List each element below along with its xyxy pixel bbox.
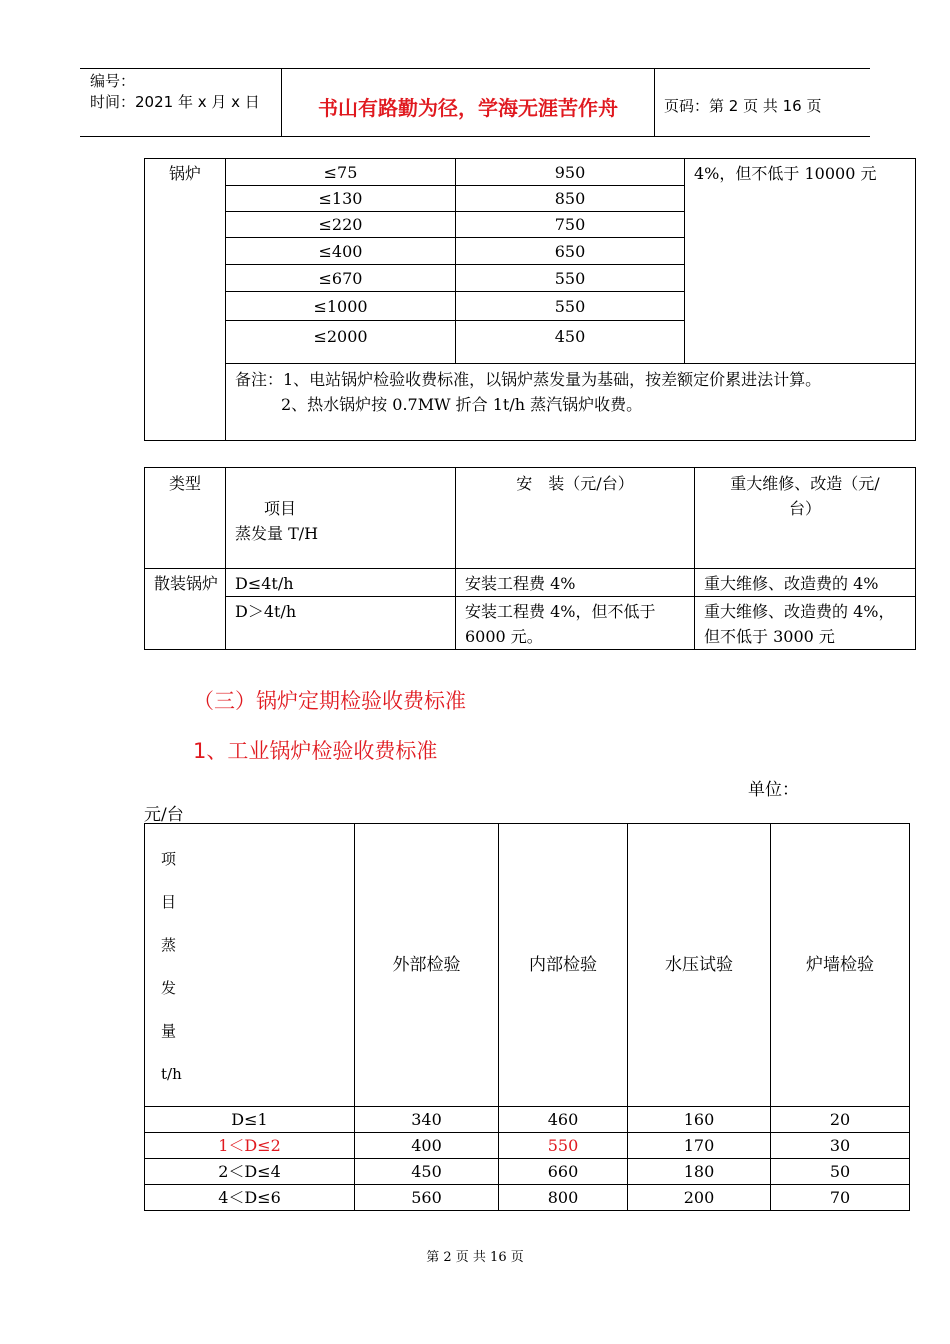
header-divider-right bbox=[654, 68, 655, 136]
table2-range: D＞4t/h bbox=[226, 597, 456, 650]
table2-header-type: 类型 bbox=[145, 468, 226, 569]
table2-repair: 重大维修、改造费的 4% bbox=[695, 569, 916, 597]
table1-capacity: ≤670 bbox=[226, 265, 456, 292]
table2-category: 散装锅炉 bbox=[145, 569, 226, 650]
table1-fee: 450 bbox=[456, 321, 685, 364]
table1-fee: 950 bbox=[456, 159, 685, 186]
bulk-boiler-fee-table bbox=[144, 467, 916, 650]
power-station-boiler-fee-table bbox=[144, 158, 916, 441]
table3-cell: 180 bbox=[628, 1159, 771, 1185]
table1-fee: 750 bbox=[456, 212, 685, 238]
table2-header-install: 安 装（元/台） bbox=[456, 468, 695, 569]
section-title: （三）锅炉定期检验收费标准 bbox=[193, 689, 466, 713]
table2-install: 安装工程费 4% bbox=[456, 569, 695, 597]
table3-col-hydro: 水压试验 bbox=[628, 824, 771, 1107]
table3-header-char: 蒸 bbox=[161, 936, 177, 954]
table3-cell: 50 bbox=[771, 1159, 910, 1185]
table3-col-external: 外部检验 bbox=[355, 824, 499, 1107]
table3-cell: 400 bbox=[355, 1133, 499, 1159]
table2-header-repair: 重大维修、改造（元/台） bbox=[695, 468, 916, 569]
table1-capacity: ≤400 bbox=[226, 238, 456, 265]
table1-category: 锅炉 bbox=[145, 159, 226, 441]
table3-cell: 70 bbox=[771, 1185, 910, 1211]
table1-capacity: ≤130 bbox=[226, 186, 456, 212]
table3-header-char: 项 bbox=[161, 850, 177, 868]
table1-rate: 4%，但不低于 10000 元 bbox=[685, 159, 916, 364]
table2-install: 安装工程费 4%，但不低于 6000 元。 bbox=[456, 597, 695, 650]
header-page-label: 页码：第 2 页 共 16 页 bbox=[664, 97, 822, 115]
table1-fee: 650 bbox=[456, 238, 685, 265]
table1-note-line2: 2、热水锅炉按 0.7MW 折合 1t/h 蒸汽锅炉收费。 bbox=[281, 395, 643, 414]
table2-repair: 重大维修、改造费的 4%，但不低于 3000 元 bbox=[695, 597, 916, 650]
header-bottom-rule bbox=[80, 136, 870, 137]
table3-cell: 30 bbox=[771, 1133, 910, 1159]
table1-fee: 550 bbox=[456, 292, 685, 321]
table1-fee: 550 bbox=[456, 265, 685, 292]
page-footer: 第 2 页 共 16 页 bbox=[426, 1250, 524, 1265]
table1-capacity: ≤1000 bbox=[226, 292, 456, 321]
table3-range: 4＜D≤6 bbox=[145, 1185, 355, 1211]
header-number-label: 编号： bbox=[90, 72, 136, 90]
table3-cell: 460 bbox=[499, 1107, 628, 1133]
table3-cell: 170 bbox=[628, 1133, 771, 1159]
table2-range: D≤4t/h bbox=[226, 569, 456, 597]
unit-label: 单位： bbox=[748, 780, 799, 800]
subsection-title: 1、工业锅炉检验收费标准 bbox=[193, 739, 438, 763]
header-motto: 书山有路勤为径，学海无涯苦作舟 bbox=[318, 96, 618, 120]
table3-cell: 450 bbox=[355, 1159, 499, 1185]
table3-cell: 340 bbox=[355, 1107, 499, 1133]
table3-cell: 200 bbox=[628, 1185, 771, 1211]
table2-header-evap-label: 蒸发量 T/H bbox=[235, 524, 319, 543]
table1-fee: 850 bbox=[456, 186, 685, 212]
table1-capacity: ≤75 bbox=[226, 159, 456, 186]
table3-col-wall: 炉墙检验 bbox=[771, 824, 910, 1107]
table1-note bbox=[226, 364, 916, 441]
industrial-boiler-inspection-fee-table bbox=[144, 823, 910, 1211]
table3-cell: 20 bbox=[771, 1107, 910, 1133]
table2-header-item-label: 项目 bbox=[264, 499, 297, 518]
table1-note-line1: 备注：1、电站锅炉检验收费标准，以锅炉蒸发量为基础，按差额定价累进法计算。 bbox=[235, 370, 822, 389]
table3-cell: 800 bbox=[499, 1185, 628, 1211]
table3-cell: 160 bbox=[628, 1107, 771, 1133]
table1-capacity: ≤2000 bbox=[226, 321, 456, 364]
table3-range: 2＜D≤4 bbox=[145, 1159, 355, 1185]
table3-header-char: 发 bbox=[161, 979, 177, 997]
table3-header-char: 目 bbox=[161, 893, 177, 911]
table3-header-item bbox=[145, 824, 355, 1107]
table2-header-item bbox=[226, 468, 456, 569]
table3-range: D≤1 bbox=[145, 1107, 355, 1133]
table3-col-internal: 内部检验 bbox=[499, 824, 628, 1107]
table3-cell: 560 bbox=[355, 1185, 499, 1211]
table3-cell: 660 bbox=[499, 1159, 628, 1185]
table3-header-char: 量 bbox=[161, 1022, 177, 1040]
header-top-rule bbox=[80, 68, 870, 69]
table1-capacity: ≤220 bbox=[226, 212, 456, 238]
header-date-label: 时间：2021 年 x 月 x 日 bbox=[90, 93, 260, 111]
table3-cell: 550 bbox=[499, 1133, 628, 1159]
unit-label-cont: 元/台 bbox=[144, 805, 184, 825]
table3-header-char: t/h bbox=[161, 1065, 182, 1083]
table3-range: 1＜D≤2 bbox=[145, 1133, 355, 1159]
